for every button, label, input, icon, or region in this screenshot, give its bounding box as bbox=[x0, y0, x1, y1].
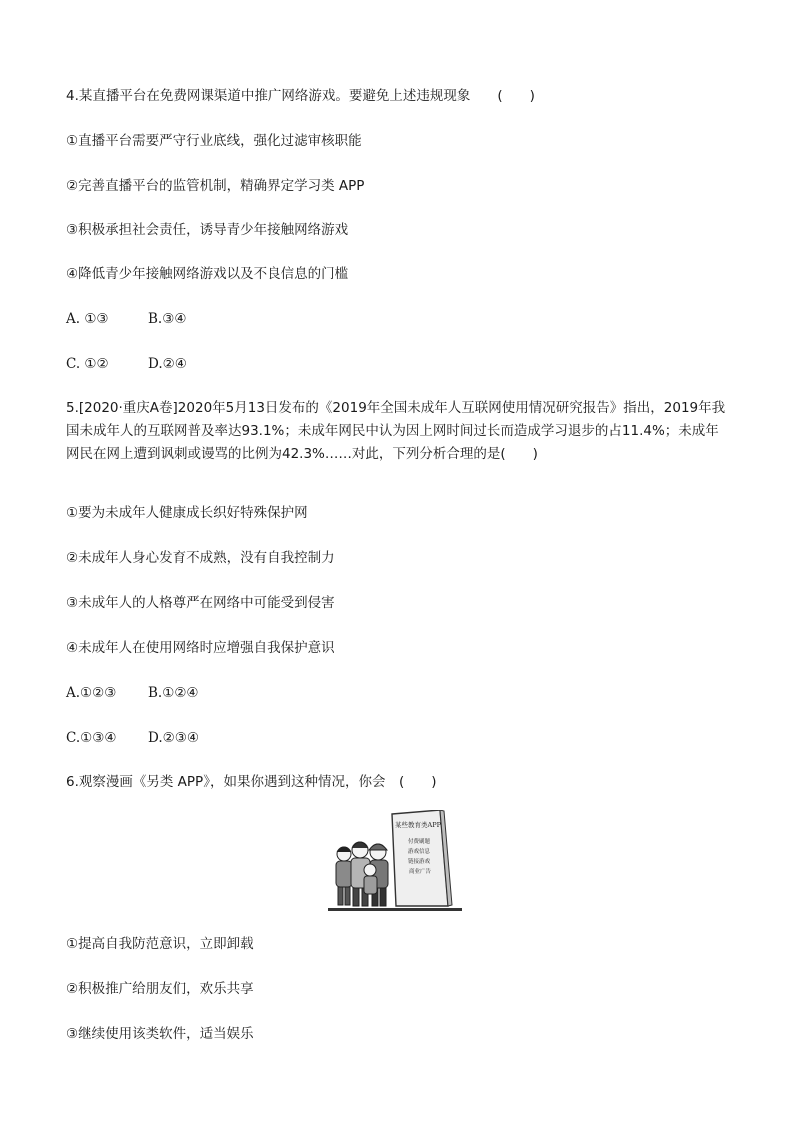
q6-item-3: ③继续使用该类软件，适当娱乐 bbox=[66, 1026, 254, 1042]
q5-option-a: A.①②③ bbox=[66, 685, 117, 701]
q5-item-4: ④未成年人在使用网络时应增强自我保护意识 bbox=[66, 640, 335, 656]
q6-stem: 6.观察漫画《另类 APP》，如果你遇到这种情况，你会 ( ) bbox=[66, 774, 437, 790]
q6-item-1: ①提高自我防范意识，立即卸载 bbox=[66, 936, 254, 952]
q5-option-b: B.①②④ bbox=[148, 685, 199, 701]
q4-item-3: ③积极承担社会责任，诱导青少年接触网络游戏 bbox=[66, 222, 349, 238]
q4-item-2: ②完善直播平台的监管机制，精确界定学习类 APP bbox=[66, 178, 365, 194]
q4-item-1: ①直播平台需要严守行业底线，强化过滤审核职能 bbox=[66, 133, 362, 149]
billboard-line-4: 商业广告 bbox=[408, 869, 432, 875]
q4-stem: 4.某直播平台在免费网课渠道中推广网络游戏。要避免上述违规现象 ( ) bbox=[66, 88, 535, 104]
q5-stem: 5.[2020·重庆A卷]2020年5月13日发布的《2019年全国未成年人互联网使用情况研究报告》指出，2019年我国未成年人的互联网普及率达93.1%；未成年网民中认为因上网时间过长而造成学习退步的占11.4%；未成年网民在网上遭到讽刺或谩骂的比例为42.3%……对此，下列分析合理的是( ) bbox=[66, 400, 726, 462]
q5-item-2: ②未成年人身心发育不成熟，没有自我控制力 bbox=[66, 550, 335, 566]
q4-item-4: ④降低青少年接触网络游戏以及不良信息的门槛 bbox=[66, 266, 349, 282]
billboard-line-1: 付费刷题 bbox=[407, 839, 431, 845]
q5-item-1: ①要为未成年人健康成长织好特殊保护网 bbox=[66, 505, 308, 521]
ground-line bbox=[328, 908, 462, 911]
children-group bbox=[336, 842, 388, 906]
q4-option-d: D.②④ bbox=[148, 356, 187, 372]
billboard-line-3: 链接游戏 bbox=[407, 859, 431, 865]
cartoon-figure bbox=[326, 810, 464, 912]
q4-option-c: C. ①② bbox=[66, 356, 109, 372]
q6-item-2: ②积极推广给朋友们，欢乐共享 bbox=[66, 981, 254, 997]
billboard-line-2: 游戏信息 bbox=[407, 849, 431, 855]
q5-item-3: ③未成年人的人格尊严在网络中可能受到侵害 bbox=[66, 595, 335, 611]
q5-option-d: D.②③④ bbox=[148, 730, 199, 746]
app-billboard bbox=[392, 810, 452, 906]
q4-option-a: A. ①③ bbox=[66, 311, 109, 327]
q4-option-b: B.③④ bbox=[148, 311, 187, 327]
q5-option-c: C.①③④ bbox=[66, 730, 117, 746]
billboard-title: 某些教育类APP bbox=[395, 821, 441, 829]
